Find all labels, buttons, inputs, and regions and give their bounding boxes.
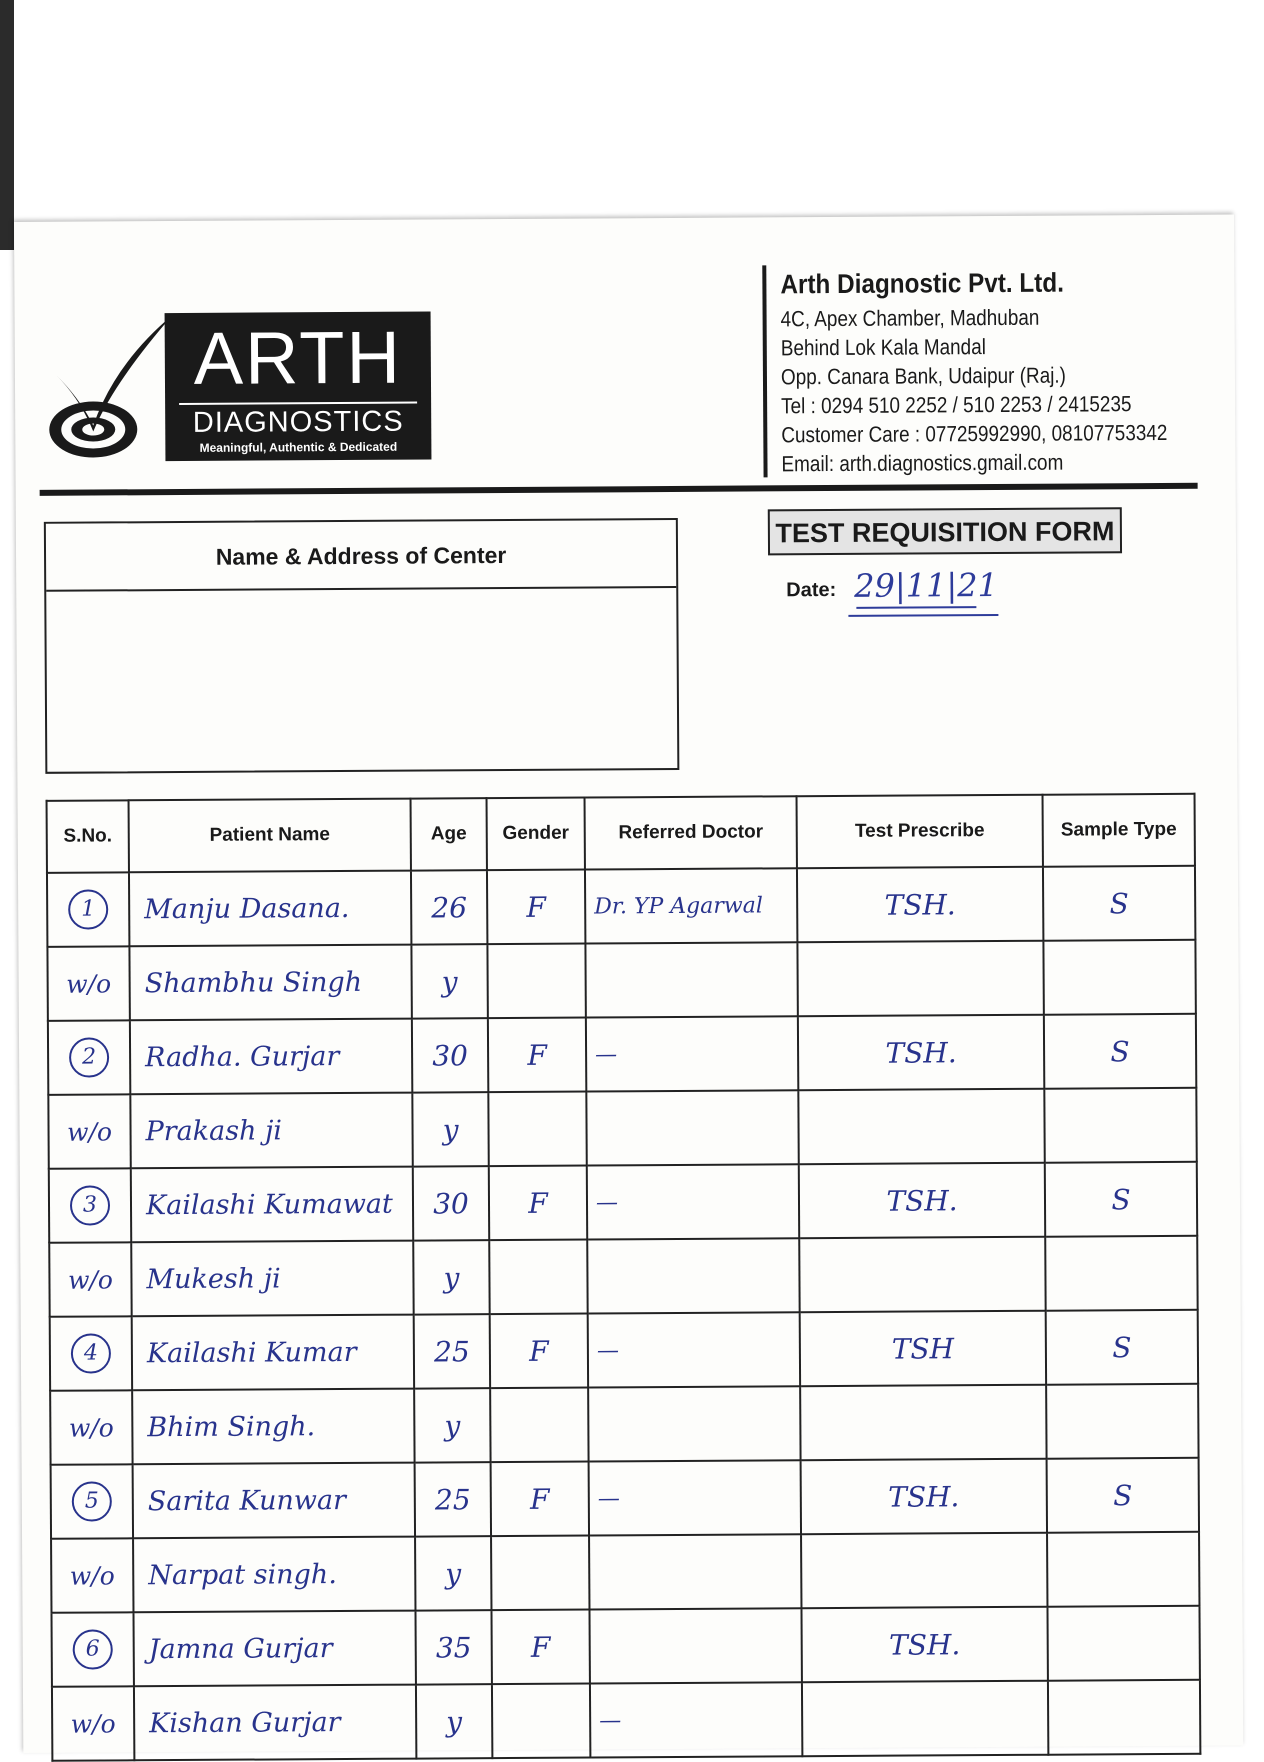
referred-doctor-cell: —	[588, 1312, 800, 1387]
logo-divider	[179, 402, 417, 405]
patient-name-cell: Bhim Singh.	[132, 1389, 414, 1465]
telephone-numbers: Tel : 0294 510 2252 / 510 2253 / 2415235	[781, 391, 1132, 419]
circled-number: 6	[73, 1629, 113, 1669]
serial-number-cell: w/o	[49, 1242, 131, 1316]
sample-type-cell: S	[1044, 1014, 1196, 1089]
table-row	[51, 1532, 1199, 1613]
address-line: 4C, Apex Chamber, Madhuban	[780, 304, 1040, 332]
serial-number-cell: w/o	[47, 946, 129, 1020]
serial-number-cell	[47, 872, 129, 946]
target-check-logo-icon	[35, 313, 176, 464]
serial-number-cell	[48, 1020, 130, 1094]
patient-name-cell: Manju Dasana.	[129, 871, 411, 947]
serial-number-cell	[50, 1316, 132, 1390]
patient-name-cell: Jamna Gurjar	[133, 1611, 415, 1687]
serial-number-cell	[51, 1612, 133, 1686]
center-box-title: Name & Address of Center	[46, 520, 676, 592]
referred-doctor-cell: —	[590, 1682, 802, 1757]
logo	[165, 311, 432, 461]
sample-type-cell	[1047, 1606, 1199, 1681]
test-prescribe-cell: TSH.	[797, 867, 1043, 943]
table-row	[47, 866, 1195, 947]
table-row	[50, 1384, 1198, 1465]
patient-name-cell: Radha. Gurjar	[130, 1019, 412, 1095]
company-details	[780, 267, 1230, 479]
column-header-test-prescribe: Test Prescribe	[797, 795, 1043, 869]
age-cell: 25	[415, 1462, 491, 1536]
serial-number-cell	[51, 1464, 133, 1538]
test-prescribe-cell: TSH.	[798, 1015, 1044, 1091]
table-row	[49, 1236, 1197, 1317]
age-cell: 30	[413, 1166, 489, 1240]
test-prescribe-cell	[800, 1385, 1046, 1461]
age-cell: 35	[415, 1610, 491, 1684]
sample-type-cell: S	[1047, 1458, 1199, 1533]
serial-number-cell: w/o	[51, 1538, 133, 1612]
patient-name-cell: Mukesh ji	[131, 1241, 413, 1317]
table-header-row	[47, 794, 1195, 873]
age-cell: y	[412, 1092, 488, 1166]
date-value: 29|11|21	[854, 565, 999, 605]
sample-type-cell	[1048, 1680, 1200, 1755]
age-cell: 30	[412, 1018, 488, 1092]
sample-type-cell: S	[1046, 1310, 1198, 1385]
table-row	[48, 1088, 1196, 1169]
patient-name-cell: Kailashi Kumawat	[131, 1167, 413, 1243]
logo-tagline: Meaningful, Authentic & Dedicated	[199, 439, 398, 455]
gender-cell: F	[488, 1018, 586, 1093]
form-title: TEST REQUISITION FORM	[768, 507, 1122, 555]
serial-number-cell: w/o	[50, 1390, 132, 1464]
table-row	[49, 1162, 1197, 1243]
address-line: Behind Lok Kala Mandal	[780, 334, 986, 361]
age-cell: y	[416, 1684, 492, 1758]
patient-rows	[47, 866, 1200, 1761]
age-cell: y	[415, 1536, 491, 1610]
sample-type-cell: S	[1043, 866, 1195, 941]
circled-number: 1	[68, 889, 108, 929]
sample-type-cell	[1045, 1236, 1197, 1311]
age-cell: 26	[411, 870, 487, 944]
referred-doctor-cell	[589, 1608, 801, 1683]
requisition-form-sheet	[14, 215, 1243, 1753]
table-row	[47, 940, 1195, 1021]
gender-cell: F	[491, 1462, 589, 1537]
gender-cell	[487, 944, 585, 1019]
sample-type-cell	[1047, 1532, 1199, 1607]
referred-doctor-cell	[585, 942, 797, 1017]
referred-doctor-cell: —	[587, 1164, 799, 1239]
header-rule	[40, 483, 1198, 496]
referred-doctor-cell	[587, 1238, 799, 1313]
circled-number: 2	[69, 1037, 109, 1077]
gender-cell	[492, 1684, 590, 1759]
patient-name-cell: Narpat singh.	[133, 1537, 415, 1613]
test-prescribe-cell: TSH.	[801, 1607, 1047, 1683]
date-underline	[848, 614, 998, 617]
patient-table	[46, 793, 1202, 1762]
table-row	[50, 1310, 1198, 1391]
age-cell: y	[411, 944, 487, 1018]
circled-number: 4	[71, 1333, 111, 1373]
patient-name-cell: Sarita Kunwar	[133, 1463, 415, 1539]
column-header-sample-type: Sample Type	[1043, 794, 1195, 867]
column-header-referred-doctor: Referred Doctor	[585, 796, 797, 869]
sample-type-cell	[1043, 940, 1195, 1015]
test-prescribe-cell: TSH.	[799, 1163, 1045, 1239]
serial-number-cell: w/o	[52, 1686, 134, 1760]
test-prescribe-cell	[799, 1237, 1045, 1313]
test-prescribe-cell	[802, 1681, 1048, 1757]
serial-number-cell: w/o	[48, 1094, 130, 1168]
gender-cell	[490, 1388, 588, 1463]
age-cell: y	[414, 1388, 490, 1462]
test-prescribe-cell: TSH	[800, 1311, 1046, 1387]
sample-type-cell: S	[1045, 1162, 1197, 1237]
company-name: Arth Diagnostic Pvt. Ltd.	[780, 267, 1064, 300]
company-email: Email: arth.diagnostics.gmail.com	[781, 449, 1064, 477]
referred-doctor-cell: —	[589, 1460, 801, 1535]
sample-type-cell	[1044, 1088, 1196, 1163]
gender-cell: F	[489, 1166, 587, 1241]
column-header-sno: S.No.	[47, 800, 129, 872]
referred-doctor-cell	[588, 1386, 800, 1461]
test-prescribe-cell: TSH.	[801, 1459, 1047, 1535]
date-label: Date:	[786, 578, 837, 602]
table-row	[51, 1606, 1199, 1687]
patient-name-cell: Shambhu Singh	[129, 945, 411, 1021]
serial-number-cell	[49, 1168, 131, 1242]
circled-number: 5	[72, 1481, 112, 1521]
table-row	[48, 1014, 1196, 1095]
column-header-gender: Gender	[487, 798, 585, 871]
gender-cell	[489, 1240, 587, 1315]
table-row	[51, 1458, 1199, 1539]
test-prescribe-cell	[801, 1533, 1047, 1609]
logo-subtitle: DIAGNOSTICS	[192, 405, 404, 439]
age-cell: 25	[414, 1314, 490, 1388]
date-underline	[856, 606, 976, 609]
age-cell: y	[413, 1240, 489, 1314]
patient-name-cell: Kishan Gurjar	[134, 1685, 416, 1761]
header-divider	[762, 265, 767, 477]
gender-cell: F	[491, 1610, 589, 1685]
customer-care-numbers: Customer Care : 07725992990, 08107753342	[781, 419, 1168, 448]
referred-doctor-cell	[589, 1534, 801, 1609]
referred-doctor-cell	[586, 1090, 798, 1165]
gender-cell	[488, 1092, 586, 1167]
patient-name-cell: Kailashi Kumar	[132, 1315, 414, 1391]
center-address-box	[44, 518, 680, 774]
gender-cell: F	[487, 870, 585, 945]
address-line: Opp. Canara Bank, Udaipur (Raj.)	[780, 362, 1067, 390]
logo-wordmark: ARTH	[193, 315, 403, 400]
sample-type-cell	[1046, 1384, 1198, 1459]
gender-cell: F	[490, 1314, 588, 1389]
column-header-age: Age	[411, 798, 487, 870]
test-prescribe-cell	[797, 941, 1043, 1017]
circled-number: 3	[70, 1185, 110, 1225]
table-row	[52, 1680, 1200, 1761]
gender-cell	[491, 1536, 589, 1611]
page-edge	[0, 0, 14, 250]
referred-doctor-cell: Dr. YP Agarwal	[585, 868, 797, 943]
referred-doctor-cell: —	[586, 1016, 798, 1091]
column-header-patient-name: Patient Name	[129, 799, 411, 873]
patient-name-cell: Prakash ji	[130, 1093, 412, 1169]
test-prescribe-cell	[798, 1089, 1044, 1165]
